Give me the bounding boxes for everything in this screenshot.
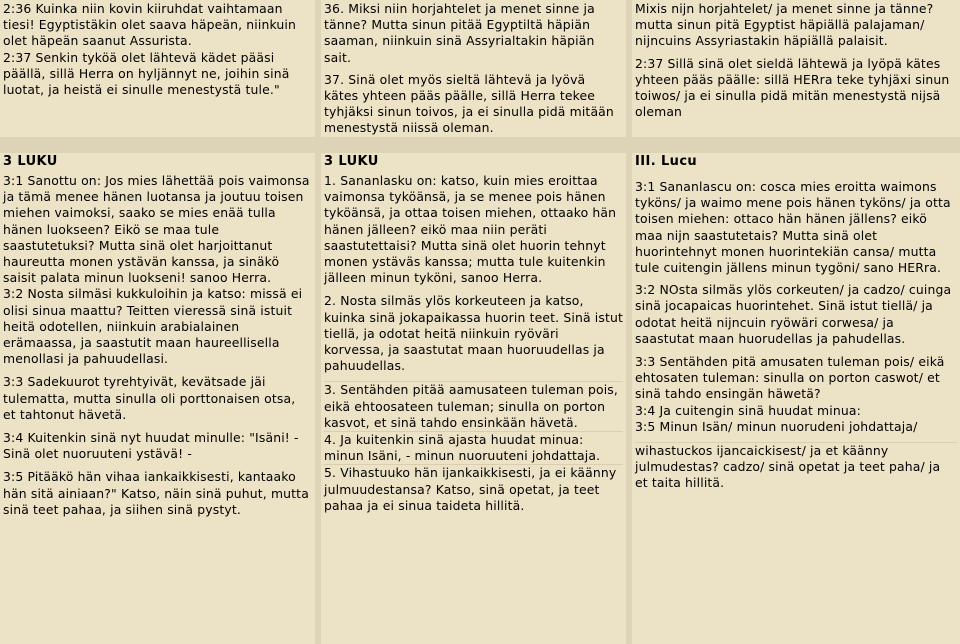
verse-text: 3:1 Sanottu on: Jos mies lähettää pois vaimonsa ja tämä menee hänen luotansa ja joutuu toisen miehen vaimoksi, saako se mies enää tulla hänen luokseen? Eikö se maa tule saastutetuksi? Mutta sinä olet harjoittanut haureutta monen ystävän kanssa, ja sinäkö saisit palata minun luokseni! sanoo Herra. (3, 173, 310, 286)
verse-text: 2. Nosta silmäs ylös korkeuteen ja katso, kuinka sinä jokapaikassa huorin teet. Sinä istut tiellä, ja odotat heitä niinkuin ryöväri korvessa, ja saastutat maan huoruudellas ja pahuudellas. (324, 293, 623, 374)
verse-text: 3:1 Sananlascu on: cosca mies eroitta waimons tyköns/ ja waimo mene pois hänen tyköns/ ja otta toisen miehen: ottaco hän hänen jällens? eikö maa nijn saastutetais? Mutta sinä olet huorintehnyt monen huorintekiän cansa/ mutta tule cuitengin jällens minun tygöni/ sano HERra. (635, 179, 951, 276)
verse-text: 3:3 Sadekuurot tyrehtyivät, kevätsade jäi tulematta, mutta sinulla oli porttonaisen otsa, et tahtonut hävetä. (3, 374, 296, 422)
verse-text: 37. Sinä olet myös sieltä lähtevä ja lyövä kätes yhteen pääs päälle, sillä Herra tekee tyhjäksi sinun toivos, ja ei sinulla pidä mitään menestystä niissä oleman. (324, 71, 614, 136)
main-cell-col3 (632, 172, 960, 644)
verse-text: 3:5 Pitääkö hän vihaa iankaikkisesti, kantaako hän sitä ainiaan?" Katso, näin sinä puhut, mutta sinä teet pahaa, ja siihen sinä pystyt. (3, 469, 309, 517)
verse-text: Mixis nijn horjahtelet/ ja menet sinne ja tänne? mutta sinun pitä Egyptist häpiällä palajaman/ nijncuins Assyriastakin häpiällä palaisit. (635, 1, 934, 49)
main-cell-col2 (321, 172, 626, 644)
verse-text: 3:3 Sentähden pitä amusaten tuleman pois/ eikä ehtosaten tuleman: sinulla on porton caswot/ et sinä tahdo ensingän häwetä? (635, 354, 945, 402)
verse-text: 3:2 NOsta silmäs ylös corkeuten/ ja cadzo/ cuinga sinä jocapaicas huorintehet. Sinä istut tiellä/ ja odotat heitä nijncuin ryöwäri corwesa/ ja saastutat maan huorudellas ja pahudellas. (635, 282, 952, 346)
verse-text: 3:4 Ja cuitengin sinä huudat minua: 3:5 Minun Isän/ minun nuorudeni johdattaja/ (635, 402, 918, 434)
row-divider (0, 137, 960, 153)
verse-text: 2:37 Sillä sinä olet sieldä lähtewä ja lyöpä kätes yhteen pääs päälle: sillä HERra teke tyhjäxi sinun toiwos/ ja ei sinulla pidä mitän menestystä nijsä oleman (635, 55, 950, 120)
chapter-heading-col3: III. Lucu (632, 153, 960, 172)
verse-text: wihastuckos ijancaickisest/ ja et käänny julmudestas? cadzo/ sinä opetat ja teet paha/ ja et taita hillitä. (635, 442, 957, 492)
verse-text: 3:4 Kuitenkin sinä nyt huudat minulle: "Isäni! - Sinä olet nuoruuteni ystävä! - (3, 430, 299, 462)
verse-text: 4. Ja kuitenkin sinä ajasta huudat minua: minun Isäni, - minun nuoruuteni johdattaja. (324, 431, 623, 464)
verse-text: 2:37 Senkin tyköä olet lähtevä kädet pääsi päällä, sillä Herra on hyljännyt ne, joihin sinä luotat, ja heistä ei sinulle menestystä tule." (3, 49, 290, 98)
verse-text: 1. Sananlasku on: katso, kuin mies eroittaa vaimonsa tyköänsä, ja se menee pois hänen tyköänsä, ja ottaa toisen miehen, ottaako hän hänen jälleen? eikö maa niin peräti saastutettaisi? Mutta sinä olet huorin tehnyt monen ystäväs kanssa; mutta tule kuitenkin jälleen minun tyköni, sanoo Herra. (324, 173, 617, 286)
verse-text: 3:2 Nosta silmäsi kukkuloihin ja katso: missä ei olisi sinua maattu? Teitten vieressä sinä istuit heitä odotellen, niinkuin arabialainen erämaassa, ja saastutit maan haureellisella menollasi ja pahuudellasi. (3, 286, 303, 367)
top-cell-col3 (632, 0, 960, 137)
verse-text: 2:36 Kuinka niin kovin kiiruhdat vaihtamaan tiesi! Egyptistäkin olet saava häpeän, niinkuin olet häpeän saanut Assurista. (3, 1, 297, 49)
top-cell-col2 (321, 0, 626, 137)
top-cell-col1 (0, 0, 315, 137)
chapter-heading-col2: 3 LUKU (321, 153, 626, 172)
main-cell-col1 (0, 172, 315, 644)
verse-text: 36. Miksi niin horjahtelet ja menet sinne ja tänne? Mutta sinun pitää Egyptiltä häpiän saaman, niinkuin sinä Assyrialtakin häpiän sait. (324, 1, 595, 65)
verse-text: 5. Vihastuuko hän ijankaikkisesti, ja ei käänny julmuudestansa? Katso, sinä opetat, ja teet pahaa ja ei sinua taideta hillitä. (324, 464, 623, 514)
verse-text: 3. Sentähden pitää aamusateen tuleman pois, eikä ehtoosateen tuleman; sinulla on porton kasvot, et sinä tahdo ensinkään hävetä. (324, 381, 623, 431)
chapter-heading-col1: 3 LUKU (0, 153, 315, 172)
